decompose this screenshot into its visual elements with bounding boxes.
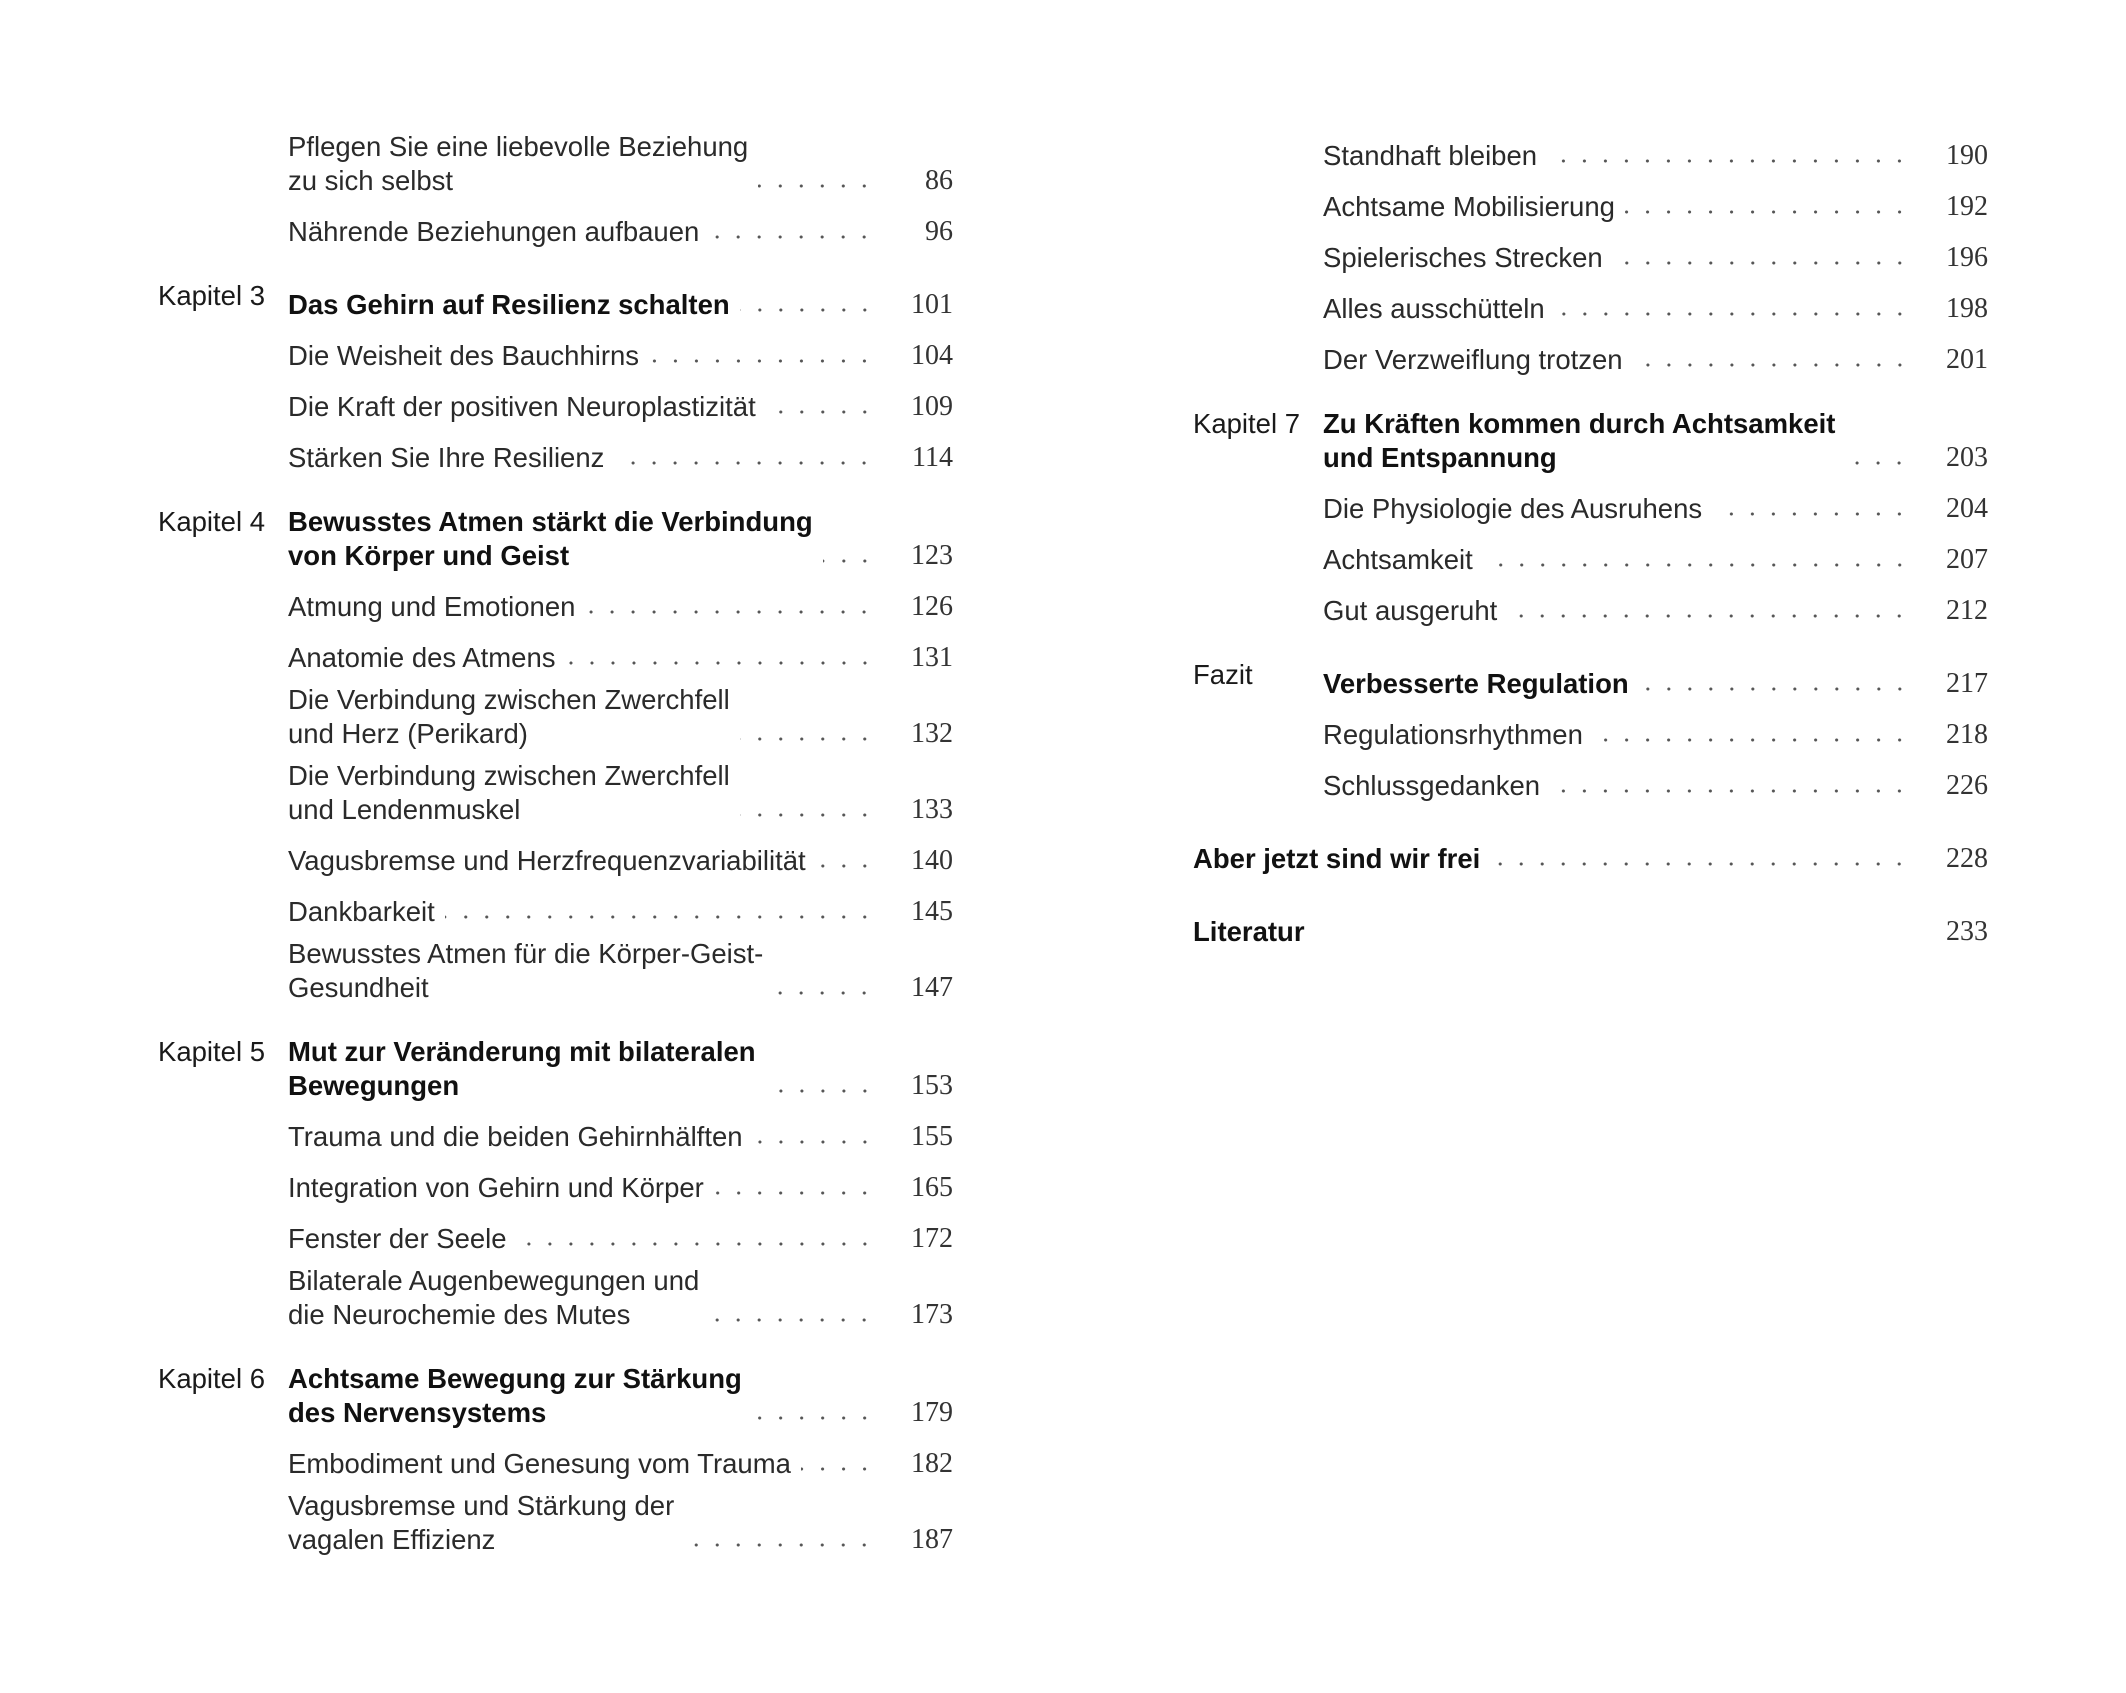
page-number: 155	[911, 1121, 953, 1152]
toc-entry	[1193, 906, 1988, 949]
entry-title: Mut zur Veränderung mit bilateralen Bewegungen	[288, 1036, 756, 1101]
entry-title: Vagusbremse und Herzfrequenzvariabilität	[288, 845, 806, 876]
toc-entry	[1193, 760, 1988, 803]
dot-leader	[740, 288, 875, 322]
right-page	[1063, 0, 2126, 1693]
toc-entry	[158, 581, 953, 624]
entry-title: Dankbarkeit	[288, 896, 435, 927]
entry-title: Bewusstes Atmen für die Körper-Geist- Gesundheit	[288, 938, 764, 1003]
page-number: 172	[911, 1223, 953, 1254]
entry-title: Standhaft bleiben	[1323, 140, 1538, 171]
entry-title: Das Gehirn auf Resilienz schalten	[288, 289, 730, 320]
toc-entry	[1193, 334, 1988, 377]
entry-title: Pflegen Sie eine liebevolle Beziehung zu sich selbst	[288, 131, 749, 196]
page-number: 226	[1946, 770, 1988, 801]
page-number: 153	[911, 1070, 953, 1101]
entry-title: Stärken Sie Ihre Resilienz	[288, 442, 605, 473]
dot-leader	[758, 164, 875, 198]
page-number: 123	[911, 540, 953, 571]
toc-entry	[158, 886, 953, 929]
entry-title: Schlussgedanken	[1323, 770, 1541, 801]
toc-entry	[158, 1213, 953, 1256]
dot-leader	[585, 590, 875, 624]
toc-chapter-entry	[158, 279, 953, 322]
entry-title: Trauma und die beiden Gehirnhälften	[288, 1121, 743, 1152]
dot-leader	[1550, 769, 1910, 803]
dot-leader	[1633, 343, 1910, 377]
dot-leader	[816, 844, 875, 878]
page-number: 126	[911, 591, 953, 622]
chapter-label: Kapitel 5	[158, 1036, 266, 1067]
page-number: 133	[911, 794, 953, 825]
dot-leader	[714, 1171, 875, 1205]
dot-leader	[766, 390, 875, 424]
dot-leader	[766, 1069, 875, 1103]
dot-leader	[773, 971, 875, 1005]
page-number: 109	[911, 391, 953, 422]
entry-title: Die Verbindung zwischen Zwerchfell und Lendenmuskel	[288, 760, 730, 825]
toc-entry	[1193, 833, 1988, 876]
entry-title: Embodiment und Genesung vom Trauma	[288, 1448, 791, 1479]
chapter-label: Kapitel 6	[158, 1363, 266, 1394]
dot-leader	[1712, 492, 1910, 526]
entry-title: Die Verbindung zwischen Zwerchfell und Herz (Perikard)	[288, 684, 730, 749]
toc-left-column	[158, 130, 953, 1557]
page-number: 233	[1946, 916, 1988, 947]
entry-title: Achtsame Mobilisierung	[1323, 191, 1615, 222]
page-number: 201	[1946, 344, 1988, 375]
page-number: 182	[911, 1448, 953, 1479]
toc-entry	[158, 683, 953, 751]
page-number: 212	[1946, 595, 1988, 626]
entry-title: Bilaterale Augenbewegungen und die Neurochemie des Mutes	[288, 1265, 700, 1330]
toc-chapter-entry	[158, 505, 953, 573]
chapter-label: Kapitel 4	[158, 506, 266, 537]
toc-entry	[158, 937, 953, 1005]
page-number: 101	[911, 289, 953, 320]
page-number: 147	[911, 972, 953, 1003]
toc-entry	[1193, 709, 1988, 752]
toc-entry	[158, 432, 953, 475]
page-number: 145	[911, 896, 953, 927]
entry-title: Nährende Beziehungen aufbauen	[288, 216, 700, 247]
entry-title: Fenster der Seele	[288, 1223, 507, 1254]
page-number: 165	[911, 1172, 953, 1203]
page-number: 217	[1946, 668, 1988, 699]
toc-chapter-entry	[158, 1362, 953, 1430]
entry-title: Literatur	[1193, 916, 1305, 947]
dot-leader	[1639, 667, 1910, 701]
entry-title: Atmung und Emotionen	[288, 591, 576, 622]
dot-leader	[1593, 718, 1910, 752]
page-number: 192	[1946, 191, 1988, 222]
toc-entry	[158, 206, 953, 249]
dot-leader	[1315, 915, 1910, 949]
dot-leader	[1625, 190, 1910, 224]
page-number: 187	[911, 1524, 953, 1555]
page-number: 131	[911, 642, 953, 673]
toc-entry	[158, 1162, 953, 1205]
entry-title: Die Weisheit des Bauchhirns	[288, 340, 640, 371]
page-number: 114	[912, 442, 953, 473]
entry-title: Spielerisches Strecken	[1323, 242, 1603, 273]
entry-title: Achtsamkeit	[1323, 544, 1473, 575]
entry-title: Vagusbremse und Stärkung der vagalen Effizienz	[288, 1490, 675, 1555]
entry-title: Aber jetzt sind wir frei	[1193, 843, 1481, 874]
toc-entry	[158, 1111, 953, 1154]
page-number: 104	[911, 340, 953, 371]
page-number: 179	[911, 1397, 953, 1428]
entry-title: Der Verzweiflung trotzen	[1323, 344, 1623, 375]
dot-leader	[1507, 594, 1910, 628]
page-number: 218	[1946, 719, 1988, 750]
toc-entry	[158, 1489, 953, 1557]
entry-title: Die Physiologie des Ausruhens	[1323, 493, 1703, 524]
dot-leader	[1555, 292, 1910, 326]
dot-leader	[649, 339, 875, 373]
toc-entry	[158, 130, 953, 198]
dot-leader	[709, 215, 875, 249]
entry-title: Integration von Gehirn und Körper	[288, 1172, 704, 1203]
entry-title: Achtsame Bewegung zur Stärkung des Nervensystems	[288, 1363, 742, 1428]
chapter-label: Kapitel 7	[1193, 408, 1301, 439]
dot-leader	[1547, 139, 1910, 173]
page-number: 173	[911, 1299, 953, 1330]
dot-leader	[445, 895, 875, 929]
entry-title: Verbesserte Regulation	[1323, 668, 1629, 699]
page-number: 198	[1946, 293, 1988, 324]
entry-title: Anatomie des Atmens	[288, 642, 556, 673]
toc-entry	[1193, 181, 1988, 224]
entry-title: Bewusstes Atmen stärkt die Verbindung von Körper und Geist	[288, 506, 813, 571]
toc-entry	[1193, 130, 1988, 173]
toc-entry	[158, 1438, 953, 1481]
toc-entry	[158, 835, 953, 878]
entry-title: Die Kraft der positiven Neuroplastizität	[288, 391, 756, 422]
page-number: 204	[1946, 493, 1988, 524]
toc-right-column	[1193, 130, 1988, 949]
dot-leader	[1490, 842, 1910, 876]
dot-leader	[753, 1120, 875, 1154]
chapter-label: Fazit	[1193, 659, 1253, 690]
entry-title: Alles ausschütteln	[1323, 293, 1545, 324]
page-number: 190	[1946, 140, 1988, 171]
page-number: 86	[925, 165, 953, 196]
toc-entry	[1193, 534, 1988, 577]
toc-entry	[1193, 483, 1988, 526]
dot-leader	[823, 539, 875, 573]
toc-entry	[158, 759, 953, 827]
toc-chapter-entry	[158, 1035, 953, 1103]
page-number: 96	[925, 216, 953, 247]
dot-leader	[752, 1396, 875, 1430]
entry-title: Gut ausgeruht	[1323, 595, 1498, 626]
dot-leader	[801, 1447, 875, 1481]
toc-entry	[158, 632, 953, 675]
dot-leader	[709, 1298, 875, 1332]
toc-chapter-entry	[1193, 658, 1988, 701]
toc-entry	[158, 1264, 953, 1332]
toc-entry	[1193, 585, 1988, 628]
page-number: 207	[1946, 544, 1988, 575]
entry-title: Zu Kräften kommen durch Achtsamkeit und Entspannung	[1323, 408, 1836, 473]
chapter-label: Kapitel 3	[158, 280, 266, 311]
toc-entry	[158, 381, 953, 424]
dot-leader	[740, 717, 875, 751]
entry-title: Regulationsrhythmen	[1323, 719, 1583, 750]
page-number: 132	[911, 718, 953, 749]
dot-leader	[740, 793, 875, 827]
toc-chapter-entry	[1193, 407, 1988, 475]
page-number: 196	[1946, 242, 1988, 273]
dot-leader	[684, 1523, 875, 1557]
dot-leader	[566, 641, 875, 675]
dot-leader	[1845, 441, 1910, 475]
dot-leader	[1483, 543, 1910, 577]
page-number: 203	[1946, 442, 1988, 473]
dot-leader	[614, 441, 875, 475]
toc-entry	[1193, 283, 1988, 326]
page-number: 228	[1946, 843, 1988, 874]
dot-leader	[1613, 241, 1910, 275]
dot-leader	[517, 1222, 875, 1256]
page-number: 140	[911, 845, 953, 876]
toc-entry	[1193, 232, 1988, 275]
toc-entry	[158, 330, 953, 373]
